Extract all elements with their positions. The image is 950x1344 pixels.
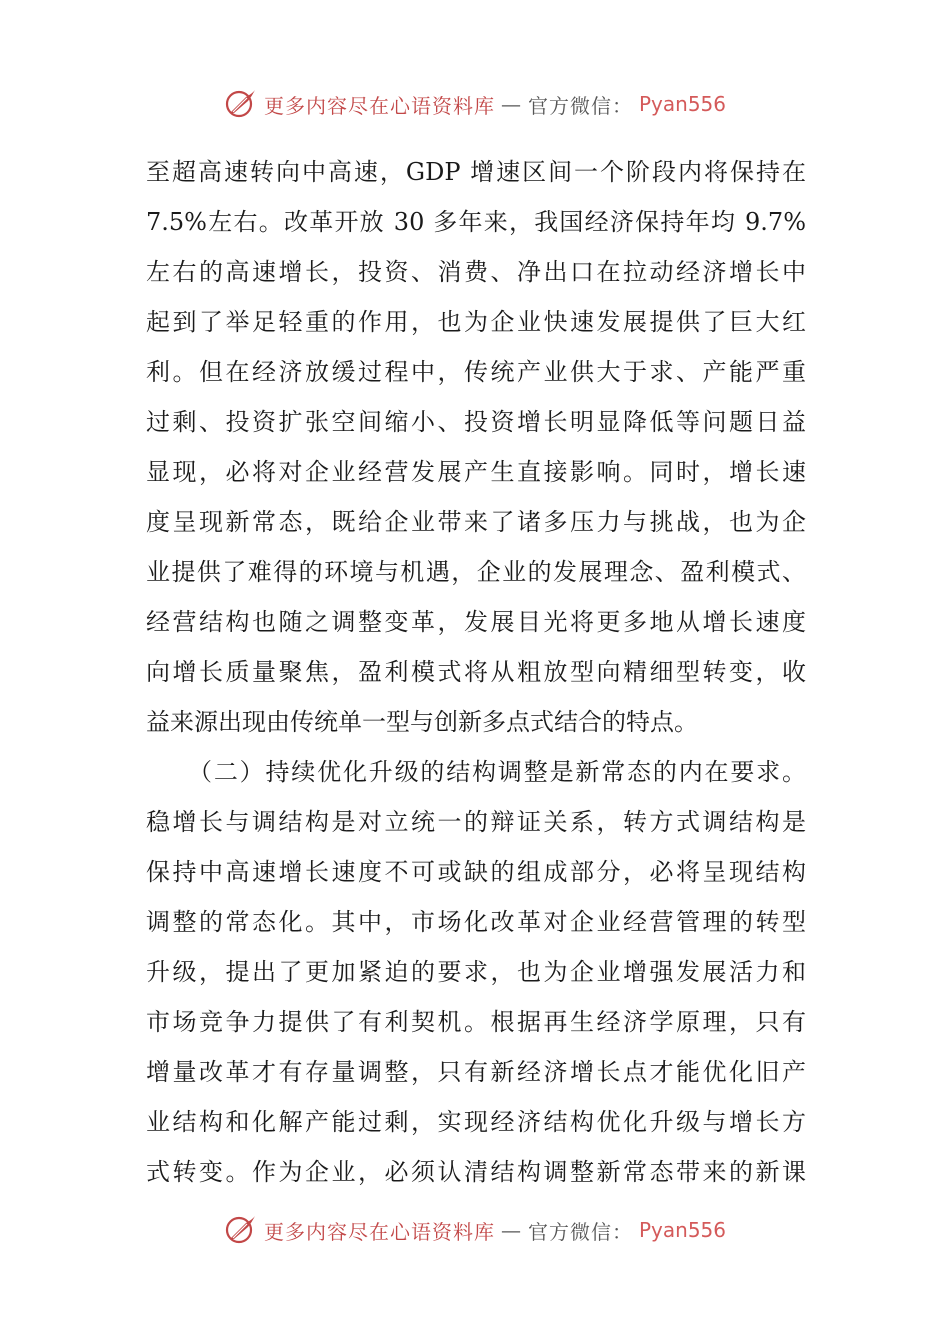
text-line: 显现，必将对企业经营发展产生直接影响。同时，增长速 bbox=[146, 458, 806, 486]
paragraph-2 bbox=[146, 747, 806, 1197]
text-line: 式转变。作为企业，必须认清结构调整新常态带来的新课 bbox=[146, 1158, 806, 1186]
text-line: 升级，提出了更加紧迫的要求，也为企业增强发展活力和 bbox=[146, 958, 806, 986]
text-line: 稳增长与调结构是对立统一的辩证关系，转方式调结构是 bbox=[146, 808, 806, 836]
text-line: 保持中高速增长速度不可或缺的组成部分，必将呈现结构 bbox=[146, 858, 806, 886]
banner-dash: — bbox=[500, 92, 522, 116]
text-line: 经营结构也随之调整变革，发展目光将更多地从增长速度 bbox=[146, 608, 806, 636]
banner-dash: — bbox=[500, 1218, 522, 1242]
banner-wechat-id: Pyan556 bbox=[638, 1218, 726, 1242]
paragraph-1 bbox=[146, 147, 806, 747]
footer-banner bbox=[0, 1210, 950, 1250]
text-line: 过剩、投资扩张空间缩小、投资增长明显降低等问题日益 bbox=[146, 408, 806, 436]
text-line: 增量改革才有存量调整，只有新经济增长点才能优化旧产 bbox=[146, 1058, 806, 1086]
text-line: 利。但在经济放缓过程中，传统产业供大于求、产能严重 bbox=[146, 358, 806, 386]
header-banner bbox=[0, 84, 950, 124]
document-body bbox=[146, 147, 806, 1197]
text-line: 业结构和化解产能过剩，实现经济结构优化升级与增长方 bbox=[146, 1108, 806, 1136]
banner-main-text: 更多内容尽在心语资料库 bbox=[263, 1219, 495, 1244]
text-line: 起到了举足轻重的作用，也为企业快速发展提供了巨大红 bbox=[146, 308, 806, 336]
banner-main-text: 更多内容尽在心语资料库 bbox=[263, 93, 495, 118]
text-line: 益来源出现由传统单一型与创新多点式结合的特点。 bbox=[146, 708, 698, 736]
text-line: 调整的常态化。其中，市场化改革对企业经营管理的转型 bbox=[146, 908, 806, 936]
section-heading-line: （二）持续优化升级的结构调整是新常态的内在要求。 bbox=[188, 758, 806, 786]
text-line: 向增长质量聚焦，盈利模式将从粗放型向精细型转变，收 bbox=[146, 658, 806, 686]
banner-wechat-label: 官方微信： bbox=[527, 1219, 633, 1244]
quill-logo-icon bbox=[224, 87, 258, 121]
text-line: 度呈现新常态，既给企业带来了诸多压力与挑战，也为企 bbox=[146, 508, 806, 536]
quill-logo-icon bbox=[224, 1213, 258, 1247]
text-line: 7.5%左右。改革开放 30 多年来，我国经济保持年均 9.7% bbox=[146, 208, 806, 236]
text-line: 市场竞争力提供了有利契机。根据再生经济学原理，只有 bbox=[146, 1008, 806, 1036]
text-line: 左右的高速增长，投资、消费、净出口在拉动经济增长中 bbox=[146, 258, 806, 286]
text-line: 业提供了难得的环境与机遇，企业的发展理念、盈利模式、 bbox=[146, 558, 806, 586]
banner-wechat-label: 官方微信： bbox=[527, 93, 633, 118]
text-line: 至超高速转向中高速，GDP 增速区间一个阶段内将保持在 bbox=[146, 158, 806, 186]
banner-wechat-id: Pyan556 bbox=[638, 92, 726, 116]
